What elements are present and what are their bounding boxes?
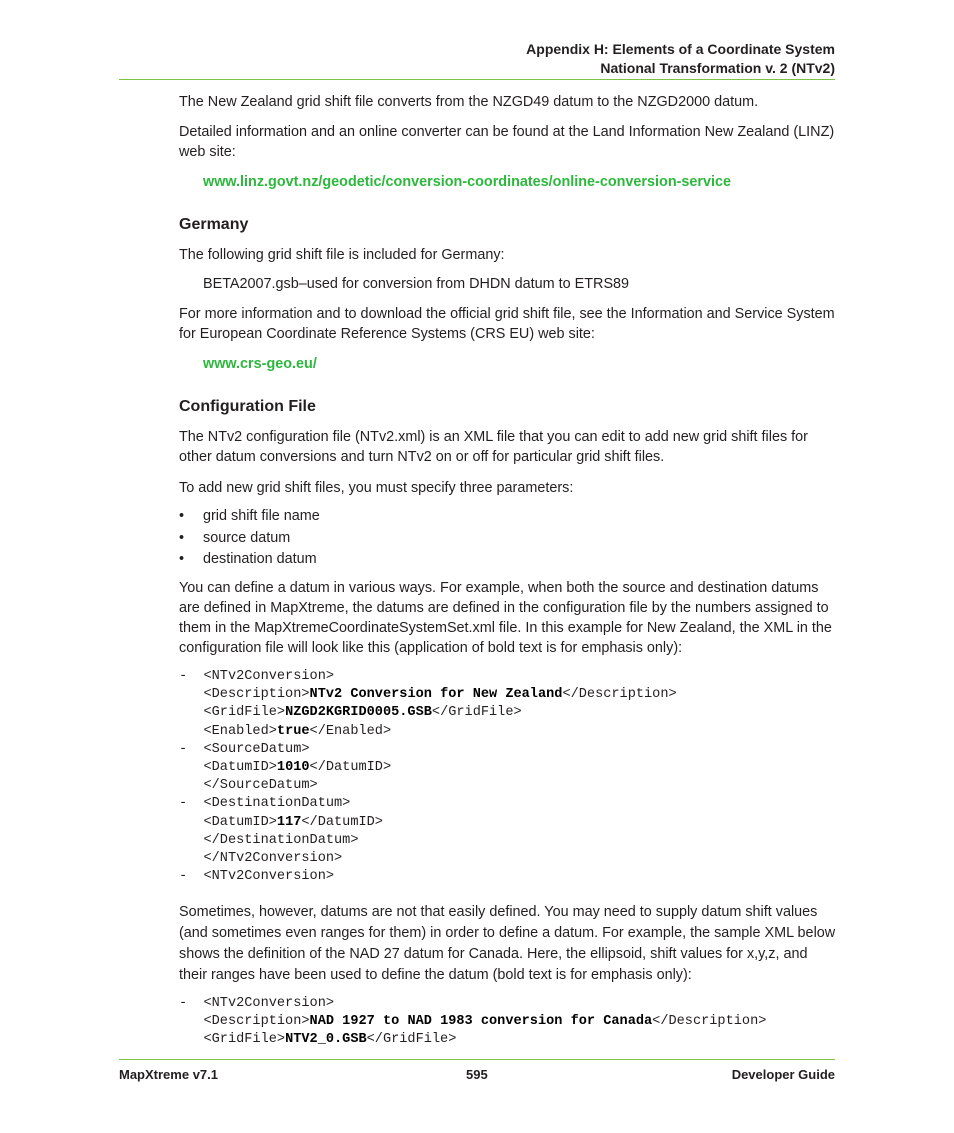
header-chapter-title: Appendix H: Elements of a Coordinate System [526, 41, 835, 57]
bullet-icon: • [179, 508, 185, 524]
list-item: • destination datum [179, 551, 317, 567]
running-header [526, 40, 835, 78]
paragraph-config-intro: The NTv2 configuration file (NTv2.xml) is an XML file that you can edit to add new grid shift files for other datum conversions and turn NTv2 on or off for particular grid shift files. [179, 429, 808, 465]
paragraph-germany-crs: For more information and to download the official grid shift file, see the Information and Service System for European Coordinate Reference Systems (CRS EU) web site: [179, 306, 835, 342]
bullet-icon: • [179, 551, 185, 567]
code-sample-canada: - <NTv2Conversion> <Description>NAD 1927 to NAD 1983 conversion for Canada</Description> <GridFile>NTV2_0.GSB</GridFile> [179, 996, 767, 1048]
footer-rule [119, 1059, 835, 1060]
heading-germany: Germany [179, 216, 249, 233]
paragraph-germany-intro: The following grid shift file is included for Germany: [179, 247, 505, 263]
header-rule [119, 79, 835, 80]
list-item: • grid shift file name [179, 508, 320, 524]
bullet-icon: • [179, 530, 185, 546]
paragraph-nz-linz: Detailed information and an online converter can be found at the Land Information New Zealand (LINZ) web site: [179, 124, 835, 160]
heading-configuration-file: Configuration File [179, 398, 316, 415]
footer-guide-title: Developer Guide [731, 1067, 835, 1082]
paragraph-config-shift-values: Sometimes, however, datums are not that easily defined. You may need to supply datum shift values (and sometimes even ranges for them) in order to define a datum. For example, the sample XML below shows the definition of the NAD 27 datum for Canada. Here, the ellipsoid, shift values for x,y,z, and their ranges have been used to define the datum (bold text is for emphasis only): [179, 904, 836, 983]
paragraph-config-datum: You can define a datum in various ways. For example, when both the source and destination datums are defined in MapXtreme, the datums are defined in the configuration file by the numbers assigned to them in the MapXtremeCoordinateSystemSet.xml file. In this example for New Zealand, the XML in the configuration file will look like this (application of bold text is for emphasis only): [179, 580, 832, 656]
header-section-title: National Transformation v. 2 (NTv2) [600, 60, 835, 76]
germany-grid-file: BETA2007.gsb–used for conversion from DHDN datum to ETRS89 [203, 276, 630, 292]
code-sample-nz: - <NTv2Conversion> <Description>NTv2 Conversion for New Zealand</Description> <GridFile>NZGD2KGRID0005.GSB</GridFile> <Enabled>true</Enabled> - <SourceDatum> <DatumID>1010</DatumID> </SourceDatum> - <DestinationDatum> <DatumID>117</DatumID> </DestinationDatum> </NTv2Conversion> - <NTv2Conversion> [179, 669, 677, 885]
footer-page-number: 595 [466, 1067, 488, 1082]
link-crs-geo[interactable]: www.crs-geo.eu/ [203, 356, 317, 372]
paragraph-config-params: To add new grid shift files, you must specify three parameters: [179, 480, 574, 496]
paragraph-nz-datum: The New Zealand grid shift file converts from the NZGD49 datum to the NZGD2000 datum. [179, 94, 759, 110]
link-linz[interactable]: www.linz.govt.nz/geodetic/conversion-coordinates/online-conversion-service [203, 174, 732, 190]
footer-product: MapXtreme v7.1 [119, 1067, 218, 1082]
list-item: • source datum [179, 530, 291, 546]
